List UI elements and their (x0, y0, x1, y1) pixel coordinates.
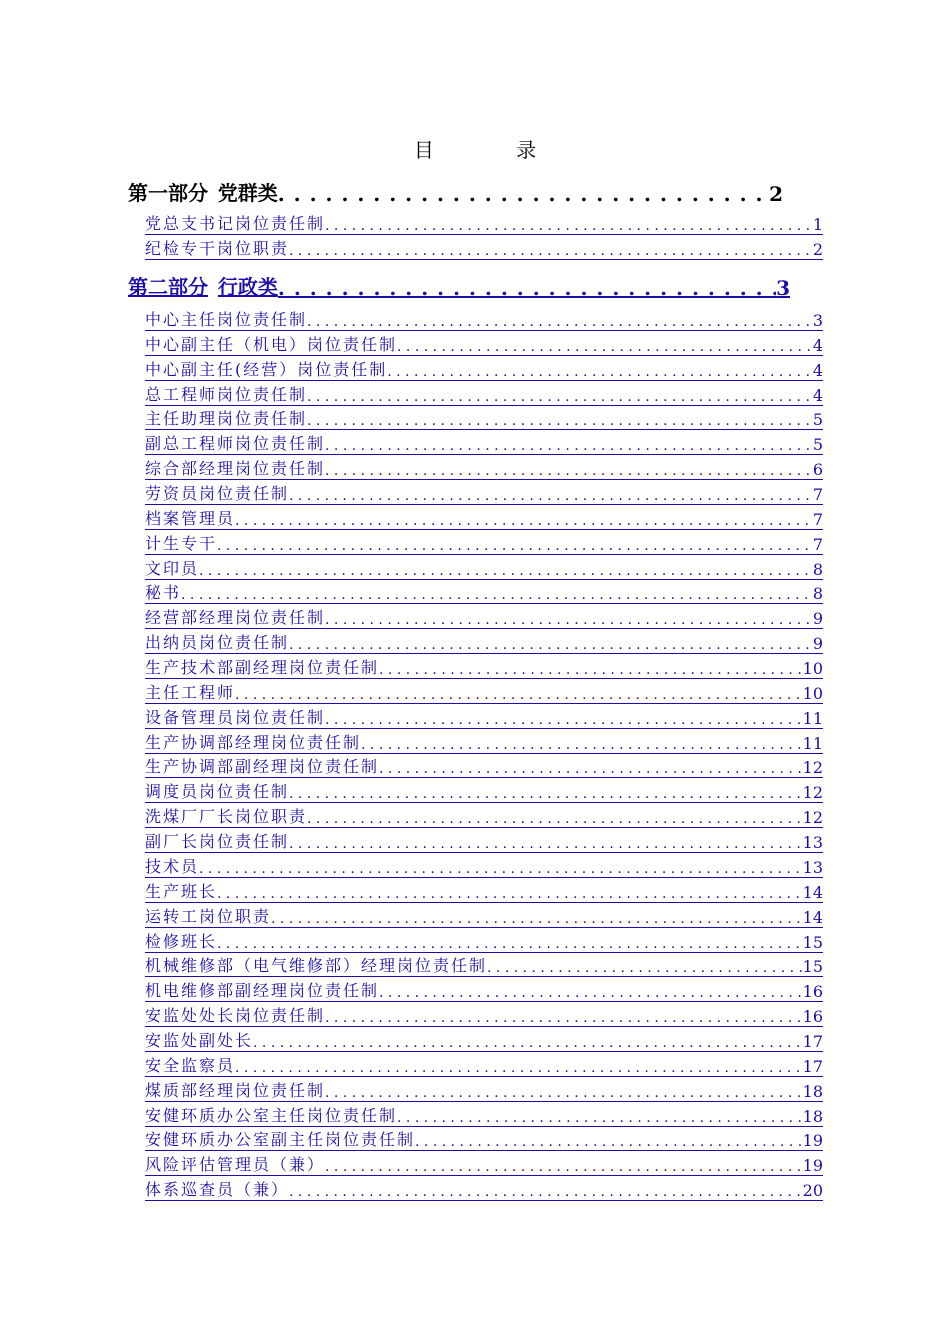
dot-leader (235, 510, 813, 529)
dot-leader (325, 709, 803, 728)
dot-leader (199, 858, 803, 877)
toc-entry[interactable] (145, 1177, 823, 1201)
toc-entry-page: 20 (802, 1181, 823, 1201)
dot-leader (217, 535, 813, 554)
toc-entry-label: 中心副主任（机电）岗位责任制 (145, 334, 398, 354)
toc-part-2[interactable] (128, 270, 790, 300)
toc-entry-page: 4 (812, 385, 823, 405)
dot-leader (289, 833, 803, 852)
toc-entry[interactable] (145, 779, 823, 803)
toc-entry[interactable] (145, 1078, 823, 1102)
toc-part-1[interactable] (128, 176, 783, 206)
toc-entry-label: 计生专干 (145, 533, 218, 553)
toc-entry[interactable] (145, 1103, 823, 1127)
toc-entry-page: 15 (802, 932, 823, 952)
toc-entry-label: 洗煤厂厂长岗位职责 (145, 807, 308, 827)
toc-entry-page: 19 (802, 1156, 823, 1176)
dot-leader (217, 933, 803, 952)
toc-entry[interactable] (145, 605, 823, 629)
toc-entry-label: 煤质部经理岗位责任制 (145, 1080, 326, 1100)
toc-entry[interactable] (145, 332, 823, 356)
dot-leader (361, 734, 803, 753)
dot-leader (289, 634, 813, 653)
toc-entry-label: 劳资员岗位责任制 (145, 484, 290, 504)
dot-leader (307, 808, 803, 827)
toc-entry[interactable] (145, 630, 823, 654)
toc-entry-page: 19 (802, 1131, 823, 1151)
toc-entry-page: 12 (802, 808, 823, 828)
toc-entry-label: 安健环质办公室主任岗位责任制 (145, 1105, 398, 1125)
toc-entry[interactable] (145, 307, 823, 331)
toc-entry[interactable] (145, 804, 823, 828)
toc-entry[interactable] (145, 879, 823, 903)
toc-entry-page: 7 (812, 509, 823, 529)
dot-leader (235, 684, 803, 703)
toc-entry-page: 3 (812, 311, 823, 330)
toc-entry-page: 16 (802, 1007, 823, 1027)
toc-entry-page: 10 (802, 683, 823, 703)
toc-entry-label: 档案管理员 (145, 508, 236, 528)
dot-leader (325, 1007, 803, 1026)
toc-entry-page: 12 (802, 758, 823, 778)
toc-entry[interactable] (145, 1003, 823, 1027)
part-label: 第二部分 (128, 275, 208, 299)
toc-entry-label: 机械维修部（电气维修部）经理岗位责任制 (145, 956, 488, 976)
dot-leader (487, 957, 803, 976)
toc-entry-label: 机电维修部副经理岗位责任制 (145, 981, 380, 1001)
toc-entry[interactable] (145, 929, 823, 953)
toc-entry-page: 14 (802, 882, 823, 902)
dot-leader (289, 240, 813, 259)
toc-entry[interactable] (145, 655, 823, 679)
dot-leader (387, 361, 813, 380)
toc-entry-label: 中心主任岗位责任制 (145, 310, 308, 329)
toc-entry-label: 生产班长 (145, 881, 218, 901)
toc-entry[interactable] (145, 854, 823, 878)
toc-entry-label: 生产技术部副经理岗位责任制 (145, 658, 380, 678)
toc-entry-label: 主任工程师 (145, 682, 236, 702)
toc-entry-label: 调度员岗位责任制 (145, 782, 290, 802)
dot-leader (289, 783, 803, 802)
page-number: 2 (769, 182, 783, 206)
toc-entry-page: 13 (802, 857, 823, 877)
toc-entry[interactable] (145, 730, 823, 754)
dot-leader (235, 1057, 803, 1076)
dot-leader (307, 311, 813, 330)
dot-leader (289, 1181, 803, 1200)
toc-entry[interactable] (145, 1152, 823, 1176)
toc-entry-page: 15 (802, 957, 823, 977)
toc-entry-label: 主任助理岗位责任制 (145, 409, 308, 429)
dot-leader (397, 1107, 803, 1126)
toc-entry-page: 4 (812, 335, 823, 355)
dot-leader (253, 1032, 803, 1051)
toc-entry-page: 17 (802, 1031, 823, 1051)
toc-entry[interactable] (145, 953, 823, 977)
toc-entry-page: 9 (812, 634, 823, 654)
toc-entry-page: 18 (802, 1106, 823, 1126)
toc-entry-label: 总工程师岗位责任制 (145, 384, 308, 404)
toc-entry-label: 党总支书记岗位责任制 (145, 214, 326, 233)
toc-entry[interactable] (145, 978, 823, 1002)
toc-entry-label: 生产协调部经理岗位责任制 (145, 732, 362, 752)
dot-leader (415, 1131, 803, 1150)
toc-entry-label: 中心副主任(经营）岗位责任制 (145, 359, 388, 379)
toc-entry-page: 12 (802, 783, 823, 803)
toc-entry-label: 安全监察员 (145, 1055, 236, 1075)
toc-entry-page: 11 (802, 733, 823, 753)
dot-leader (307, 410, 813, 429)
toc-entry-label: 设备管理员岗位责任制 (145, 707, 326, 727)
toc-entry-label: 出纳员岗位责任制 (145, 633, 290, 653)
dot-leader (278, 182, 769, 206)
part-name: 行政类 (217, 275, 278, 299)
toc-entry-label: 生产协调部副经理岗位责任制 (145, 757, 380, 777)
toc-entry-label: 安监处副处长 (145, 1030, 254, 1050)
toc-entry[interactable] (145, 754, 823, 778)
toc-entry[interactable] (145, 211, 823, 235)
toc-entry-page: 14 (802, 907, 823, 927)
dot-leader (325, 460, 813, 479)
toc-entry-page: 6 (812, 460, 823, 480)
dot-leader (278, 276, 776, 300)
toc-entry-label: 风险评估管理员（兼） (145, 1155, 326, 1175)
toc-entry-page: 5 (812, 410, 823, 430)
toc-entry-page: 1 (812, 215, 823, 234)
toc-entry[interactable] (145, 1053, 823, 1077)
toc-entry-page: 8 (812, 559, 823, 579)
toc-entry-label: 检修班长 (145, 931, 218, 951)
toc-entry-label: 体系巡查员（兼） (145, 1180, 290, 1200)
toc-entry-page: 13 (802, 833, 823, 853)
toc-entry[interactable] (145, 382, 823, 406)
toc-entry-label: 副厂长岗位责任制 (145, 832, 290, 852)
dot-leader (271, 908, 803, 927)
toc-entry-page: 11 (802, 708, 823, 728)
toc-entry[interactable] (145, 357, 823, 381)
toc-entry[interactable] (145, 481, 823, 505)
toc-title: 目 录 (413, 138, 575, 162)
toc-entry[interactable] (145, 829, 823, 853)
toc-entry-label: 综合部经理岗位责任制 (145, 459, 326, 479)
dot-leader (217, 883, 803, 902)
dot-leader (325, 215, 813, 234)
toc-entry[interactable] (145, 705, 823, 729)
toc-entry-label: 运转工岗位职责 (145, 906, 272, 926)
toc-entry-label: 副总工程师岗位责任制 (145, 434, 326, 454)
toc-entry-page: 17 (802, 1056, 823, 1076)
toc-entry[interactable] (145, 456, 823, 480)
toc-entry[interactable] (145, 1127, 823, 1151)
toc-entry-page: 9 (812, 609, 823, 629)
toc-entry-label: 经营部经理岗位责任制 (145, 608, 326, 628)
toc-entry-label: 安监处处长岗位责任制 (145, 1006, 326, 1026)
toc-entry-page: 18 (802, 1081, 823, 1101)
toc-entry-page: 10 (802, 659, 823, 679)
dot-leader (379, 982, 803, 1001)
toc-entry-page: 2 (812, 239, 823, 259)
toc-entry-page: 7 (812, 534, 823, 554)
toc-entry-label: 纪检专干岗位职责 (145, 238, 290, 258)
toc-entry[interactable] (145, 580, 823, 604)
toc-entry[interactable] (145, 680, 823, 704)
toc-entry-page: 4 (812, 360, 823, 380)
dot-leader (325, 1156, 803, 1175)
dot-leader (379, 659, 803, 678)
dot-leader (325, 609, 813, 628)
toc-entry-label: 安健环质办公室副主任岗位责任制 (145, 1130, 416, 1150)
toc-entry[interactable] (145, 431, 823, 455)
toc-entry-page: 8 (812, 584, 823, 604)
dot-leader (289, 485, 813, 504)
toc-entry[interactable] (145, 236, 823, 260)
dot-leader (325, 435, 813, 454)
toc-entry-page: 7 (812, 485, 823, 505)
toc-entry[interactable] (145, 1028, 823, 1052)
dot-leader (181, 584, 813, 603)
toc-entry[interactable] (145, 506, 823, 530)
toc-entry[interactable] (145, 531, 823, 555)
dot-leader (397, 336, 813, 355)
toc-entry[interactable] (145, 556, 823, 580)
dot-leader (325, 1082, 803, 1101)
toc-entry-page: 5 (812, 435, 823, 455)
dot-leader (379, 758, 803, 777)
part-label: 第一部分 (128, 181, 208, 205)
toc-entry-label: 技术员 (145, 856, 200, 876)
toc-entry-label: 文印员 (145, 558, 200, 578)
toc-entry-label: 秘书 (145, 583, 182, 603)
part-name: 党群类 (217, 181, 278, 205)
toc-entry[interactable] (145, 904, 823, 928)
dot-leader (307, 386, 813, 405)
page-number: 3 (776, 276, 790, 300)
toc-entry[interactable] (145, 406, 823, 430)
toc-entry-page: 16 (802, 982, 823, 1002)
dot-leader (199, 560, 813, 579)
